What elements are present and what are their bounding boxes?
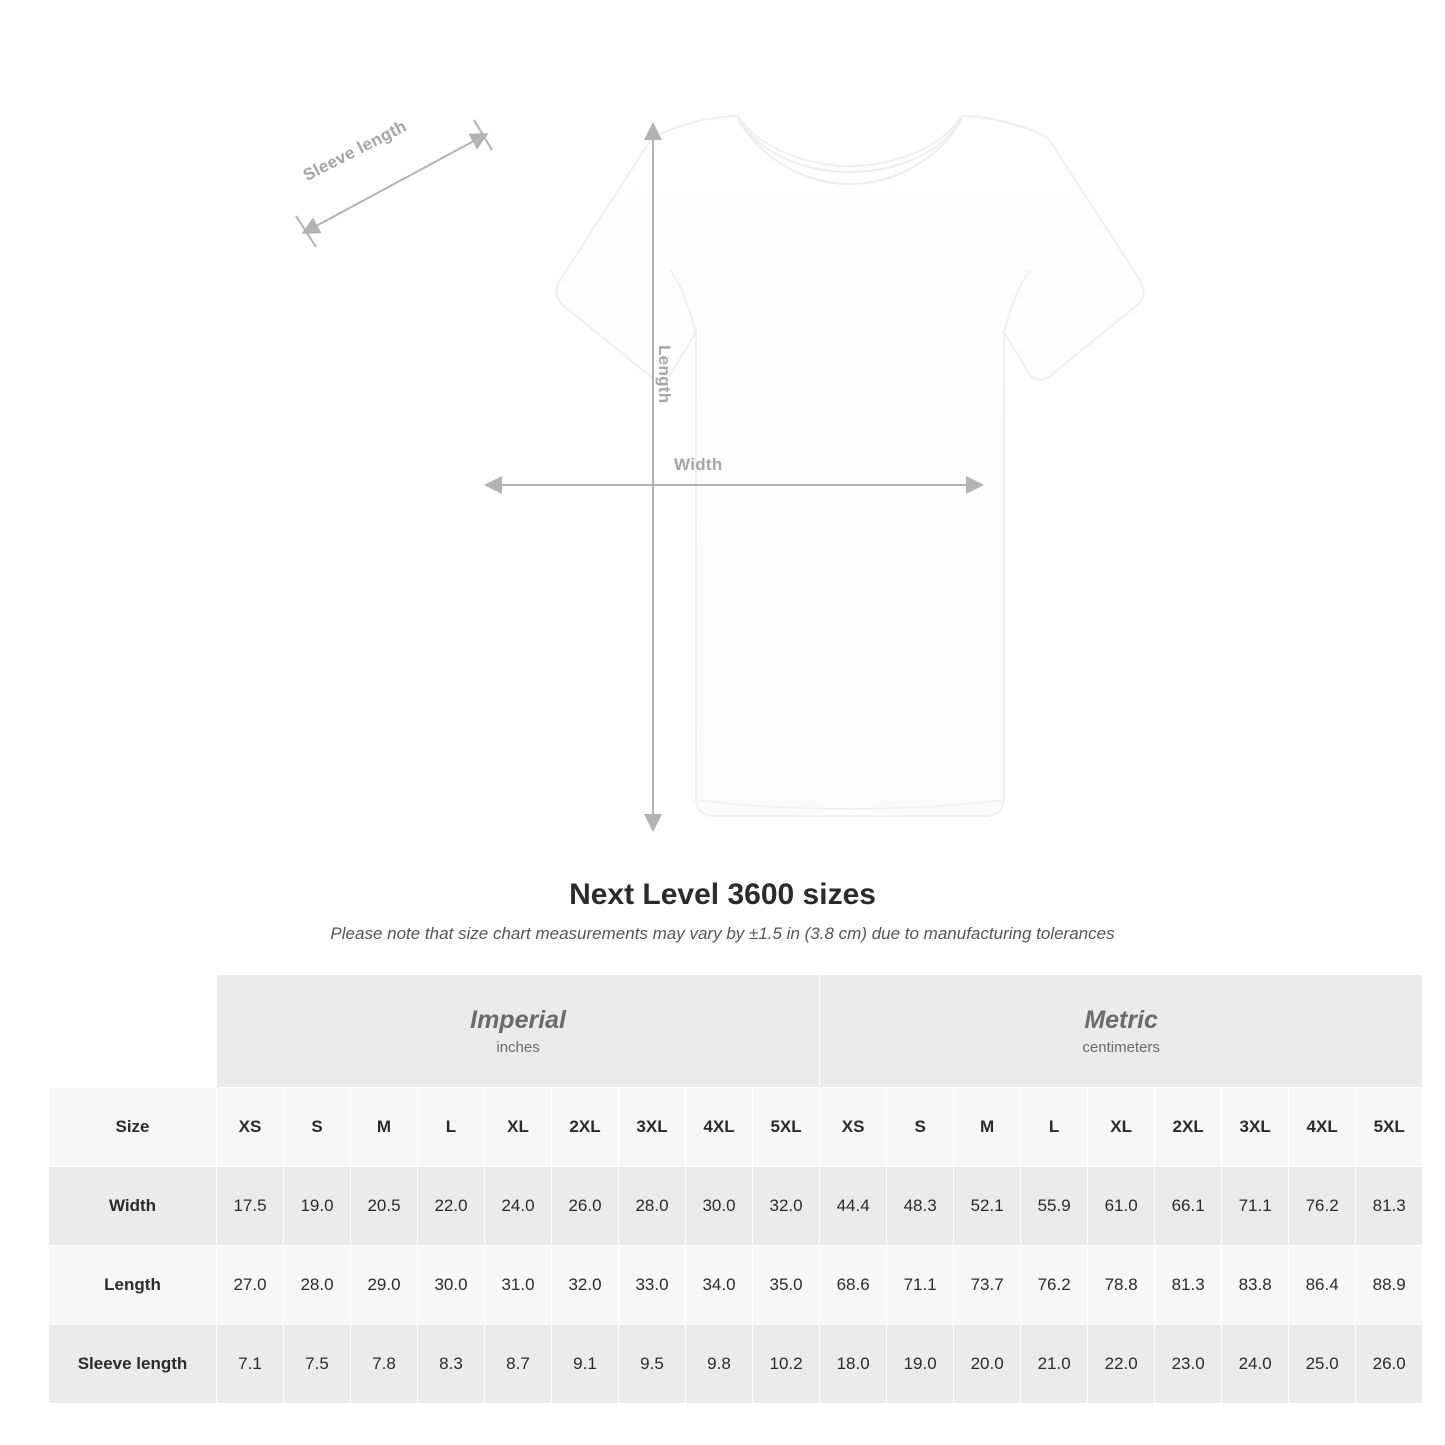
imperial-name: Imperial: [470, 1006, 566, 1035]
table-row-sleeve-length: [49, 1325, 1423, 1404]
width-imperial-xs: 17.5: [217, 1167, 284, 1246]
size-head-imperial-xs: XS: [217, 1088, 284, 1167]
length-metric-5xl: 88.9: [1356, 1246, 1423, 1325]
length-metric-l: 76.2: [1021, 1246, 1088, 1325]
length-imperial-3xl: 33.0: [619, 1246, 686, 1325]
sleeve-imperial-2xl: 9.1: [552, 1325, 619, 1404]
metric-sub: centimeters: [1082, 1038, 1160, 1056]
length-metric-s: 71.1: [887, 1246, 954, 1325]
width-metric-3xl: 71.1: [1222, 1167, 1289, 1246]
sleeve-metric-3xl: 24.0: [1222, 1325, 1289, 1404]
length-label: Length: [655, 345, 674, 404]
row-label-width: Width: [49, 1167, 217, 1246]
width-metric-4xl: 76.2: [1289, 1167, 1356, 1246]
title-block: [0, 878, 1445, 944]
size-head-metric-xl: XL: [1088, 1088, 1155, 1167]
width-imperial-l: 22.0: [418, 1167, 485, 1246]
width-imperial-s: 19.0: [284, 1167, 351, 1246]
length-imperial-s: 28.0: [284, 1246, 351, 1325]
width-metric-s: 48.3: [887, 1167, 954, 1246]
size-head-imperial-s: S: [284, 1088, 351, 1167]
sleeve-imperial-5xl: 10.2: [753, 1325, 820, 1404]
length-imperial-2xl: 32.0: [552, 1246, 619, 1325]
sleeve-imperial-s: 7.5: [284, 1325, 351, 1404]
size-head-metric-4xl: 4XL: [1289, 1088, 1356, 1167]
length-imperial-l: 30.0: [418, 1246, 485, 1325]
size-head-metric-l: L: [1021, 1088, 1088, 1167]
width-label: Width: [674, 455, 723, 474]
width-imperial-m: 20.5: [351, 1167, 418, 1246]
size-head-metric-xs: XS: [820, 1088, 887, 1167]
size-table-wrapper: [48, 974, 1406, 1404]
length-metric-3xl: 83.8: [1222, 1246, 1289, 1325]
size-head-metric-s: S: [887, 1088, 954, 1167]
size-head-imperial-5xl: 5XL: [753, 1088, 820, 1167]
size-head-metric-5xl: 5XL: [1356, 1088, 1423, 1167]
width-imperial-3xl: 28.0: [619, 1167, 686, 1246]
size-head-imperial-3xl: 3XL: [619, 1088, 686, 1167]
size-head-imperial-2xl: 2XL: [552, 1088, 619, 1167]
width-imperial-xl: 24.0: [485, 1167, 552, 1246]
width-imperial-5xl: 32.0: [753, 1167, 820, 1246]
page-title: Next Level 3600 sizes: [569, 878, 876, 911]
length-metric-xs: 68.6: [820, 1246, 887, 1325]
width-metric-m: 52.1: [954, 1167, 1021, 1246]
length-metric-2xl: 81.3: [1155, 1246, 1222, 1325]
metric-name: Metric: [1084, 1006, 1158, 1035]
sleeve-metric-l: 21.0: [1021, 1325, 1088, 1404]
sleeve-imperial-l: 8.3: [418, 1325, 485, 1404]
sleeve-imperial-3xl: 9.5: [619, 1325, 686, 1404]
imperial-sub: inches: [496, 1038, 540, 1056]
sleeve-metric-4xl: 25.0: [1289, 1325, 1356, 1404]
sleeve-metric-xl: 22.0: [1088, 1325, 1155, 1404]
sleeve-imperial-xs: 7.1: [217, 1325, 284, 1404]
size-table: [48, 974, 1423, 1404]
size-head-metric-3xl: 3XL: [1222, 1088, 1289, 1167]
unit-header-row: [49, 975, 1423, 1088]
row-label-length: Length: [49, 1246, 217, 1325]
length-imperial-xl: 31.0: [485, 1246, 552, 1325]
length-imperial-xs: 27.0: [217, 1246, 284, 1325]
sleeve-imperial-xl: 8.7: [485, 1325, 552, 1404]
width-metric-xl: 61.0: [1088, 1167, 1155, 1246]
size-header-row: [49, 1088, 1423, 1167]
length-imperial-m: 29.0: [351, 1246, 418, 1325]
size-head-imperial-xl: XL: [485, 1088, 552, 1167]
size-row-label: Size: [49, 1088, 217, 1167]
sleeve-imperial-m: 7.8: [351, 1325, 418, 1404]
width-metric-l: 55.9: [1021, 1167, 1088, 1246]
size-head-imperial-m: M: [351, 1088, 418, 1167]
unit-corner-cell: [49, 975, 217, 1088]
unit-group-imperial: [217, 975, 820, 1088]
length-metric-m: 73.7: [954, 1246, 1021, 1325]
size-head-imperial-l: L: [418, 1088, 485, 1167]
table-row-length: [49, 1246, 1423, 1325]
sleeve-imperial-4xl: 9.8: [686, 1325, 753, 1404]
size-head-metric-m: M: [954, 1088, 1021, 1167]
size-head-metric-2xl: 2XL: [1155, 1088, 1222, 1167]
size-head-imperial-4xl: 4XL: [686, 1088, 753, 1167]
width-metric-5xl: 81.3: [1356, 1167, 1423, 1246]
width-imperial-4xl: 30.0: [686, 1167, 753, 1246]
unit-group-metric: [820, 975, 1423, 1088]
sleeve-metric-m: 20.0: [954, 1325, 1021, 1404]
sleeve-metric-5xl: 26.0: [1356, 1325, 1423, 1404]
sleeve-metric-xs: 18.0: [820, 1325, 887, 1404]
sleeve-metric-s: 19.0: [887, 1325, 954, 1404]
row-label-sleeve-length: Sleeve length: [49, 1325, 217, 1404]
sleeve-metric-2xl: 23.0: [1155, 1325, 1222, 1404]
length-imperial-5xl: 35.0: [753, 1246, 820, 1325]
table-row-width: [49, 1167, 1423, 1246]
length-metric-xl: 78.8: [1088, 1246, 1155, 1325]
length-metric-4xl: 86.4: [1289, 1246, 1356, 1325]
length-imperial-4xl: 34.0: [686, 1246, 753, 1325]
width-imperial-2xl: 26.0: [552, 1167, 619, 1246]
sleeve-length-label: Sleeve length: [300, 116, 410, 185]
tolerance-note: Please note that size chart measurements may vary by ±1.5 in (3.8 cm) due to manufacturing tolerances: [330, 924, 1115, 943]
width-metric-xs: 44.4: [820, 1167, 887, 1246]
width-metric-2xl: 66.1: [1155, 1167, 1222, 1246]
